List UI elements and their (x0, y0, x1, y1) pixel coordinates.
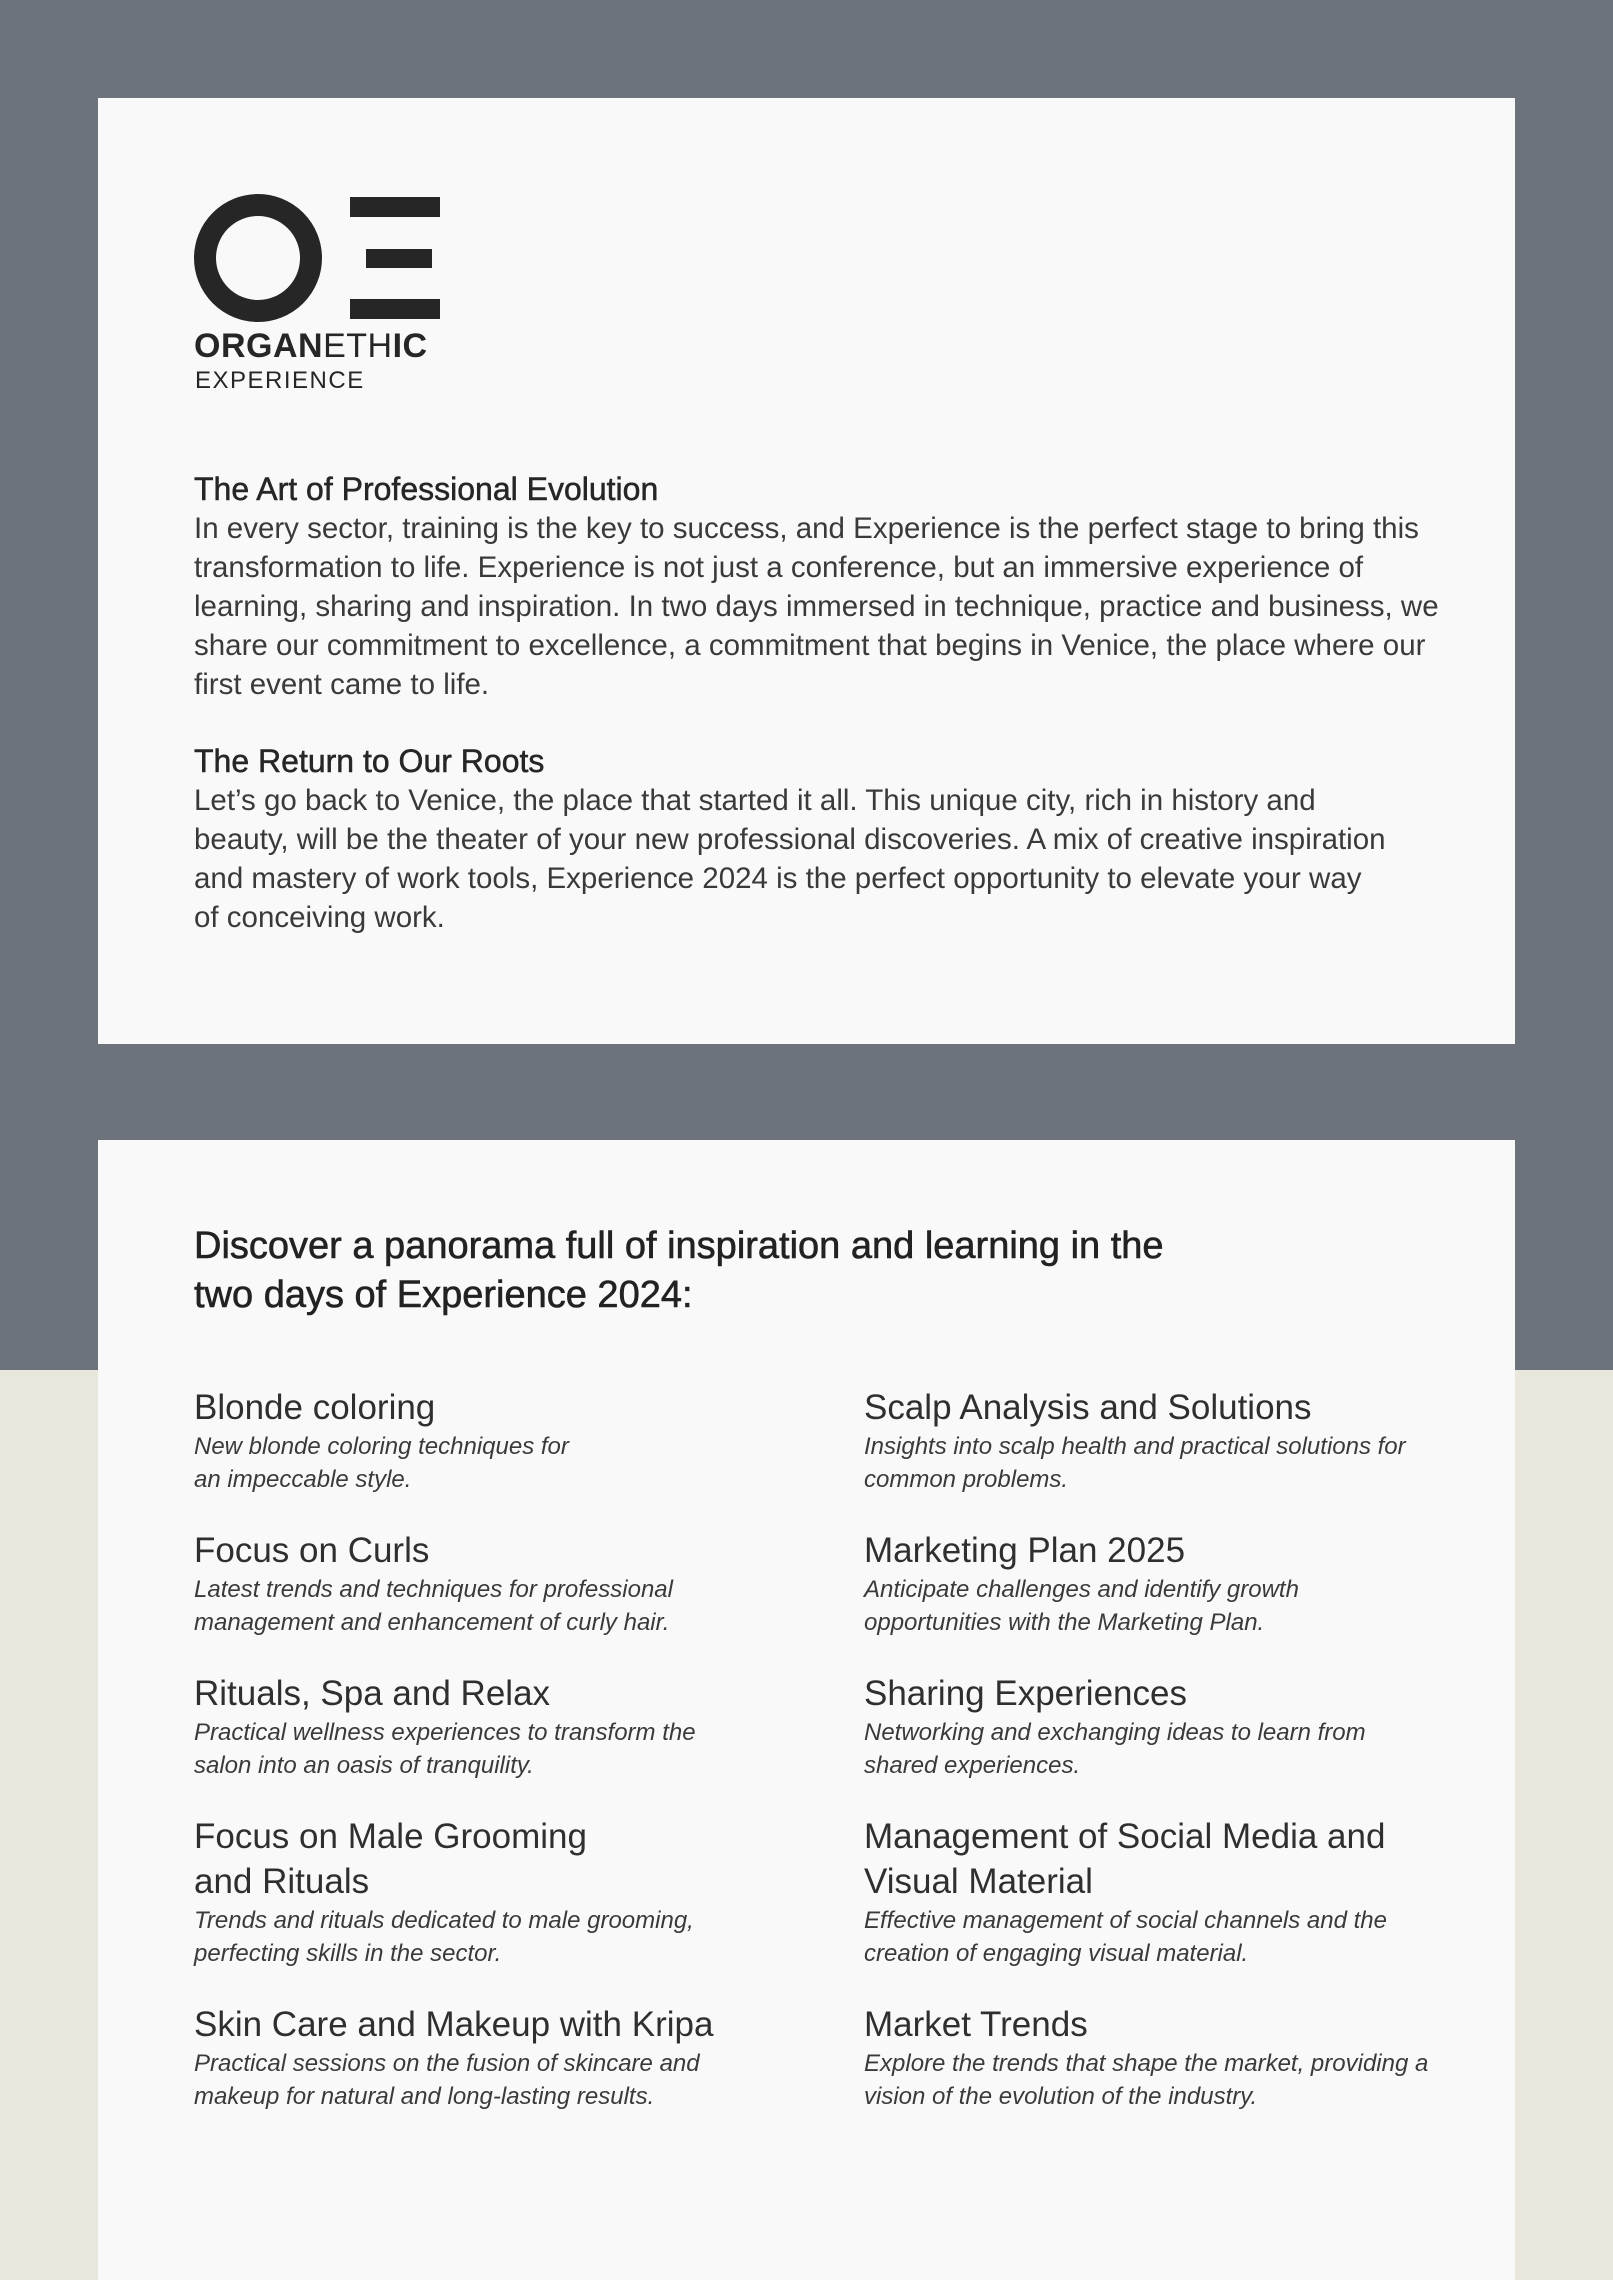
section-body: In every sector, training is the key to success, and Experience is the perfect stage to bring this transformation to life. Experience is not just a conference, but an immersive experience of learning, sharing and inspiration. In two days immersed in technique, practice and business, we share our commitment to excellence, a commitment that begins in Venice, the place where our first event came to life. (194, 512, 1439, 701)
topic-item (194, 1671, 834, 1782)
topic-title: Marketing Plan 2025 (864, 1531, 1186, 1570)
topic-list (194, 1385, 1454, 2125)
topic-title: Scalp Analysis and Solutions (864, 1388, 1312, 1427)
topic-title: Rituals, Spa and Relax (194, 1674, 551, 1713)
topic-item (864, 1528, 1504, 1639)
topic-description: Explore the trends that shape the market, providing a vision of the evolution of the industry. (864, 2050, 1429, 2110)
topic-item (864, 1671, 1504, 1782)
program-heading: Discover a panorama full of inspiration and learning in the two days of Experience 2024: (194, 1225, 1164, 1316)
topic-description: Insights into scalp health and practical solutions for common problems. (864, 1433, 1406, 1493)
brand-subtitle: EXPERIENCE (195, 367, 365, 394)
intro-card (98, 98, 1515, 1044)
topic-title: Sharing Experiences (864, 1674, 1187, 1713)
topic-title: Focus on Male Grooming and Rituals (194, 1817, 587, 1901)
topic-item (194, 1528, 834, 1639)
section-professional-evolution (194, 470, 1454, 704)
topic-item (864, 1385, 1504, 1496)
topic-title: Focus on Curls (194, 1531, 430, 1570)
topic-description: Trends and rituals dedicated to male grooming, perfecting skills in the sector. (194, 1907, 694, 1967)
program-card (98, 1140, 1515, 2280)
brand-logo (194, 193, 444, 403)
oe-monogram-icon (194, 193, 444, 323)
topic-item (194, 1814, 834, 1970)
topic-title: Management of Social Media and Visual Material (864, 1817, 1386, 1901)
topic-item (194, 2002, 834, 2113)
section-heading: The Return to Our Roots (194, 743, 545, 779)
brand-wordmark: ORGANETHIC (194, 327, 428, 365)
section-body: Let’s go back to Venice, the place that started it all. This unique city, rich in history and beauty, will be the theater of your new professional discoveries. A mix of creative inspiration and mastery of work tools, Experience 2024 is the perfect opportunity to elevate your way of conceiving work. (194, 784, 1386, 934)
topic-description: New blonde coloring techniques for an impeccable style. (194, 1433, 569, 1493)
topic-title: Skin Care and Makeup with Kripa (194, 2005, 714, 2044)
topic-title: Market Trends (864, 2005, 1088, 2044)
topic-description: Latest trends and techniques for professional management and enhancement of curly hair. (194, 1576, 673, 1636)
topic-title: Blonde coloring (194, 1388, 436, 1427)
topic-description: Anticipate challenges and identify growth opportunities with the Marketing Plan. (864, 1576, 1299, 1636)
topic-description: Practical sessions on the fusion of skincare and makeup for natural and long-lasting results. (194, 2050, 700, 2110)
topic-item (864, 2002, 1504, 2113)
topic-item (194, 1385, 834, 1496)
topic-description: Practical wellness experiences to transform the salon into an oasis of tranquility. (194, 1719, 696, 1779)
topic-description: Effective management of social channels and the creation of engaging visual material. (864, 1907, 1387, 1967)
section-heading: The Art of Professional Evolution (194, 471, 659, 507)
topic-item (864, 1814, 1504, 1970)
topic-description: Networking and exchanging ideas to learn from shared experiences. (864, 1719, 1366, 1779)
section-return-to-roots (194, 742, 1394, 937)
